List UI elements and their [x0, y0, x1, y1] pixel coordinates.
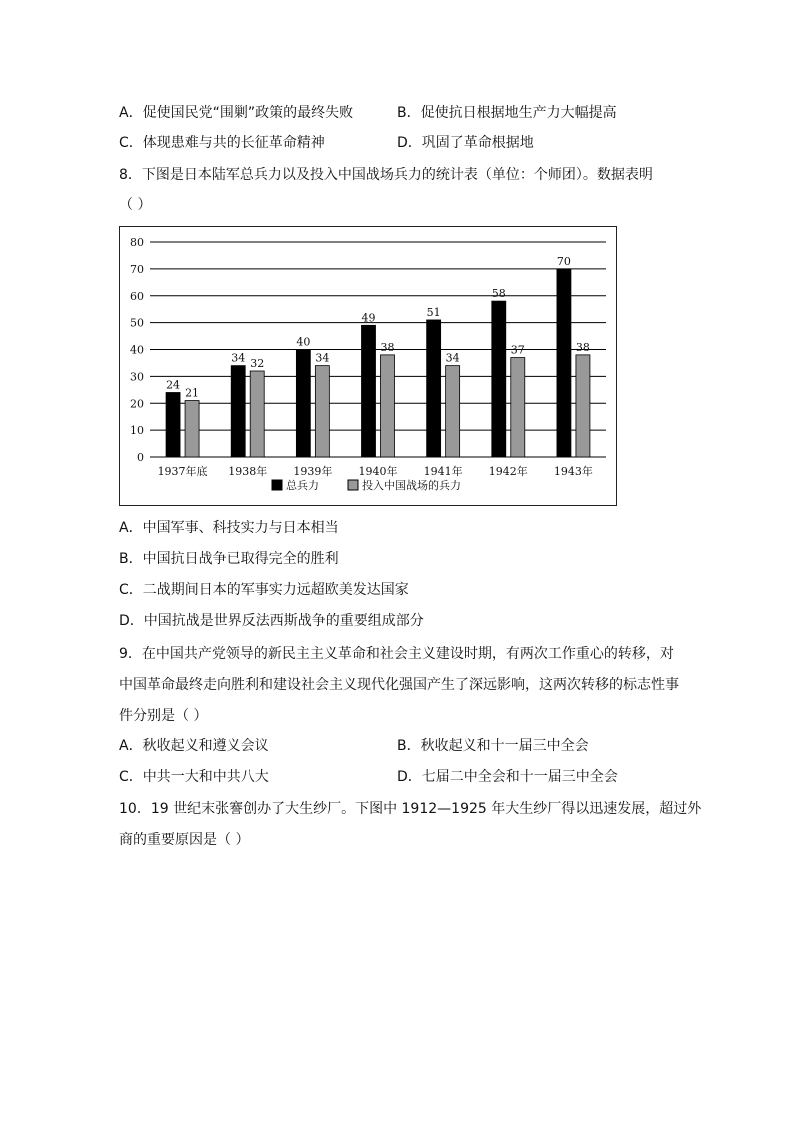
x-tick-label: 1939年 [293, 465, 333, 478]
bar [166, 393, 180, 458]
q9-option-b: B．秋收起义和十一届三中全会 [397, 738, 589, 754]
q8-answer-blank: （ ） [119, 197, 152, 213]
y-tick-label: 20 [130, 397, 144, 411]
bar [427, 320, 441, 457]
q7-option-b: B．促使抗日根据地生产力大幅提高 [397, 105, 617, 121]
y-tick-label: 30 [130, 370, 144, 384]
q9-option-a: A．秋收起义和遵义会议 [119, 738, 269, 754]
y-tick-label: 70 [130, 262, 144, 276]
data-label: 38 [575, 340, 590, 354]
x-tick-label: 1938年 [228, 465, 268, 478]
bar-chart [119, 226, 617, 506]
q9-option-c: C．中共一大和中共八大 [119, 769, 269, 785]
data-label: 38 [380, 340, 395, 354]
bar [185, 401, 199, 457]
q10-stem-line1: 10．19 世纪末张謇创办了大生纱厂。下图中 1912—1925 年大生纱厂得以迅速发展，超过外 [119, 801, 702, 817]
q7-option-a: A．促使国民党“围剿”政策的最终失败 [119, 105, 354, 121]
y-tick-label: 40 [130, 343, 144, 357]
q8-option-b: B．中国抗日战争已取得完全的胜利 [119, 551, 339, 567]
bar [231, 366, 245, 457]
q8-stem: 8．下图是日本陆军总兵力以及投入中国战场兵力的统计表（单位：个师团）。数据表明 [119, 167, 653, 183]
y-tick-label: 0 [137, 451, 144, 464]
bar [381, 355, 395, 457]
bar-chart-svg [120, 227, 616, 505]
bar [492, 301, 506, 457]
data-label: 51 [426, 305, 441, 319]
data-label: 34 [445, 351, 460, 365]
q9-stem-line2: 中国革命最终走向胜利和建设社会主义现代化强国产生了深远影响，这两次转移的标志性事 [119, 677, 679, 693]
y-tick-label: 60 [130, 289, 144, 303]
q8-option-c: C．二战期间日本的军事实力远超欧美发达国家 [119, 582, 409, 598]
x-tick-label: 1941年 [423, 465, 463, 478]
q10-stem-line2: 商的重要原因是（ ） [119, 832, 250, 848]
data-label: 40 [296, 335, 311, 349]
bar [250, 371, 264, 457]
legend-swatch [272, 480, 282, 490]
bar [315, 366, 329, 457]
bar [296, 350, 310, 458]
bar [362, 325, 376, 457]
y-tick-label: 80 [130, 236, 144, 249]
x-tick-label: 1942年 [488, 465, 528, 478]
q9-stem-line1: 9．在中国共产党领导的新民主主义革命和社会主义建设时期，有两次工作重心的转移，对 [119, 646, 674, 662]
y-tick-label: 10 [130, 424, 144, 438]
q7-option-d: D．巩固了革命根据地 [397, 135, 534, 151]
legend-label: 投入中国战场的兵力 [362, 479, 461, 492]
q7-option-c: C．体现患难与共的长征革命精神 [119, 135, 325, 151]
x-tick-label: 1940年 [358, 465, 398, 478]
bar [511, 358, 525, 457]
data-label: 70 [556, 254, 571, 268]
data-label: 37 [510, 343, 525, 357]
data-label: 21 [185, 386, 200, 400]
data-label: 34 [315, 351, 330, 365]
data-label: 58 [491, 287, 506, 301]
bar [576, 355, 590, 457]
legend-swatch [348, 480, 358, 490]
data-label: 34 [231, 351, 246, 365]
legend-label: 总兵力 [286, 479, 319, 492]
bar [557, 269, 571, 457]
q9-stem-line3: 件分别是（ ） [119, 708, 208, 724]
data-label: 49 [361, 311, 376, 325]
data-label: 32 [250, 357, 265, 370]
x-tick-label: 1937年底 [157, 465, 208, 478]
q8-option-d: D．中国抗战是世界反法西斯战争的重要组成部分 [119, 613, 424, 629]
bar [446, 366, 460, 457]
q8-option-a: A．中国军事、科技实力与日本相当 [119, 520, 339, 536]
q9-option-d: D．七届二中全会和十一届三中全会 [397, 769, 618, 785]
x-tick-label: 1943年 [553, 465, 593, 478]
y-tick-label: 50 [130, 316, 144, 330]
data-label: 24 [166, 378, 181, 392]
